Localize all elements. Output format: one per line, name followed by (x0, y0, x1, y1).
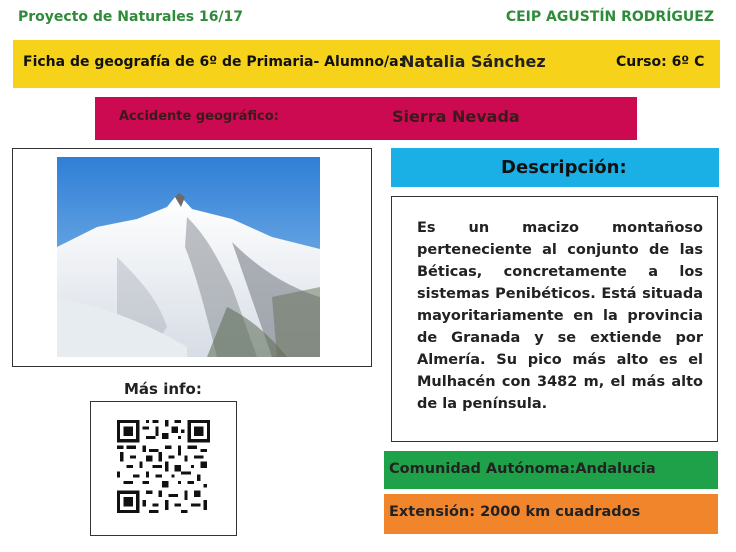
school-name: CEIP AGUSTÍN RODRÍGUEZ (505, 9, 714, 25)
qr-frame (90, 401, 237, 536)
mountain-photo (57, 157, 320, 357)
student-info-bar (13, 40, 720, 88)
accident-label: Accidente geográfico: (119, 109, 279, 124)
description-text: Es un macizo montañoso perteneciente al conjunto de las Béticas, concretamente a los sistemas Penibéticos. Está situada mayoritariamente en la provincia de Granada y se extiende por Almería. Su pico más alto es el Mulhacén con 3482 m, el más alto de la península. (417, 220, 703, 412)
description-title: Descripción: (501, 157, 627, 178)
qr-code-icon[interactable] (117, 420, 210, 513)
more-info-label: Más info: (124, 380, 202, 398)
extension-text: Extensión: 2000 km cuadrados (389, 504, 641, 520)
ficha-label: Ficha de geografía de 6º de Primaria- Alumno/a: (23, 54, 405, 70)
description-header (391, 148, 719, 187)
accident-bar (95, 97, 637, 140)
student-name: Natalia Sánchez (401, 52, 546, 71)
extension-box (384, 494, 718, 534)
photo-frame (12, 148, 372, 367)
community-text: Comunidad Autónoma:Andalucia (389, 461, 656, 477)
curso-label: Curso: 6º C (616, 54, 705, 70)
community-box (384, 451, 718, 489)
description-box (391, 196, 718, 442)
project-title: Proyecto de Naturales 16/17 (18, 9, 244, 25)
accident-value: Sierra Nevada (392, 107, 520, 126)
